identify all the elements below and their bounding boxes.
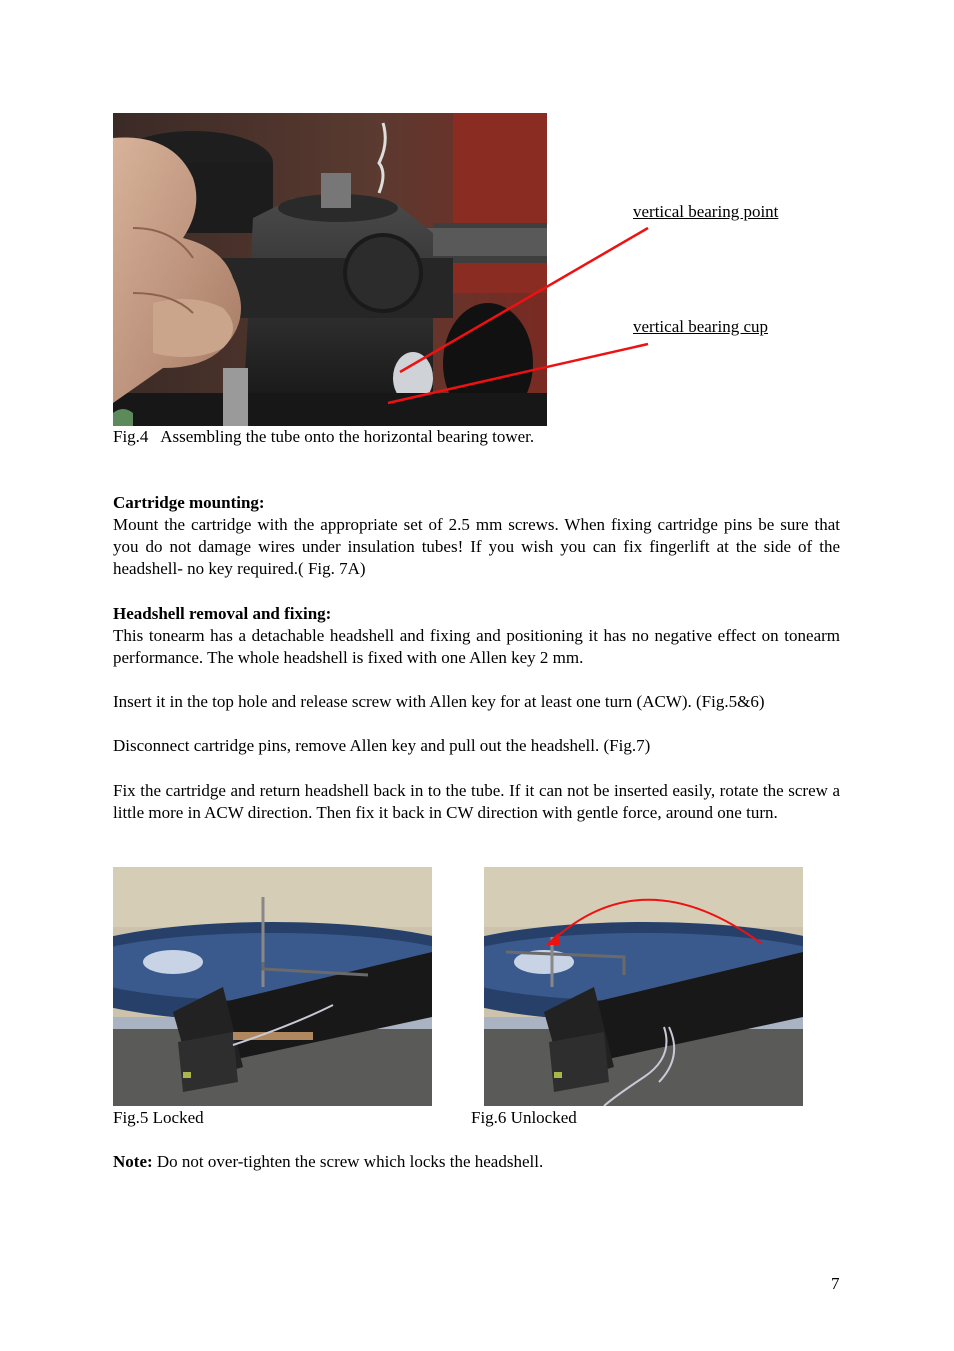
bearing-point-pointer	[400, 228, 648, 372]
fig5-caption: Fig.5 Locked	[113, 1108, 204, 1127]
fig4-caption: Fig.4 Assembling the tube onto the horizontal bearing tower.	[113, 427, 535, 446]
page-number: 7	[831, 1274, 840, 1293]
headshell-para1: This tonearm has a detachable headshell and fixing and positioning it has no negative effect on tonearm performance. The whole headshell is fixed with one Allen key 2 mm.	[113, 626, 840, 667]
label-vertical-bearing-point: vertical bearing point	[633, 202, 779, 221]
note-label: Note:	[113, 1152, 153, 1171]
note-text: Do not over-tighten the screw which locks the headshell.	[152, 1152, 544, 1171]
headshell-para2: Insert it in the top hole and release screw with Allen key for at least one turn (ACW). (Fig.5&6)	[113, 692, 765, 711]
fig4-annotation-lines	[0, 0, 954, 500]
headshell-para4: Fix the cartridge and return headshell back in to the tube. If it can not be inserted easily, rotate the screw a little more in ACW direction. Then fix it back in CW direction with gentle force, around one turn.	[113, 781, 840, 822]
fig6-caption: Fig.6 Unlocked	[471, 1108, 577, 1127]
cartridge-heading: Cartridge mounting:	[113, 493, 265, 512]
cartridge-body: Mount the cartridge with the appropriate set of 2.5 mm screws. When fixing cartridge pins be sure that you do not damage wires under insulation tubes! If you wish you can fix fingerlift at the side of the headshell- no key required.( Fig. 7A)	[113, 515, 840, 578]
bearing-cup-pointer	[388, 344, 648, 403]
fig6-photo	[484, 867, 803, 1106]
note	[113, 1151, 543, 1173]
fig5-photo	[113, 867, 432, 1106]
headshell-para3: Disconnect cartridge pins, remove Allen key and pull out the headshell. (Fig.7)	[113, 736, 651, 755]
headshell-heading: Headshell removal and fixing:	[113, 604, 332, 623]
label-vertical-bearing-cup: vertical bearing cup	[633, 317, 768, 336]
